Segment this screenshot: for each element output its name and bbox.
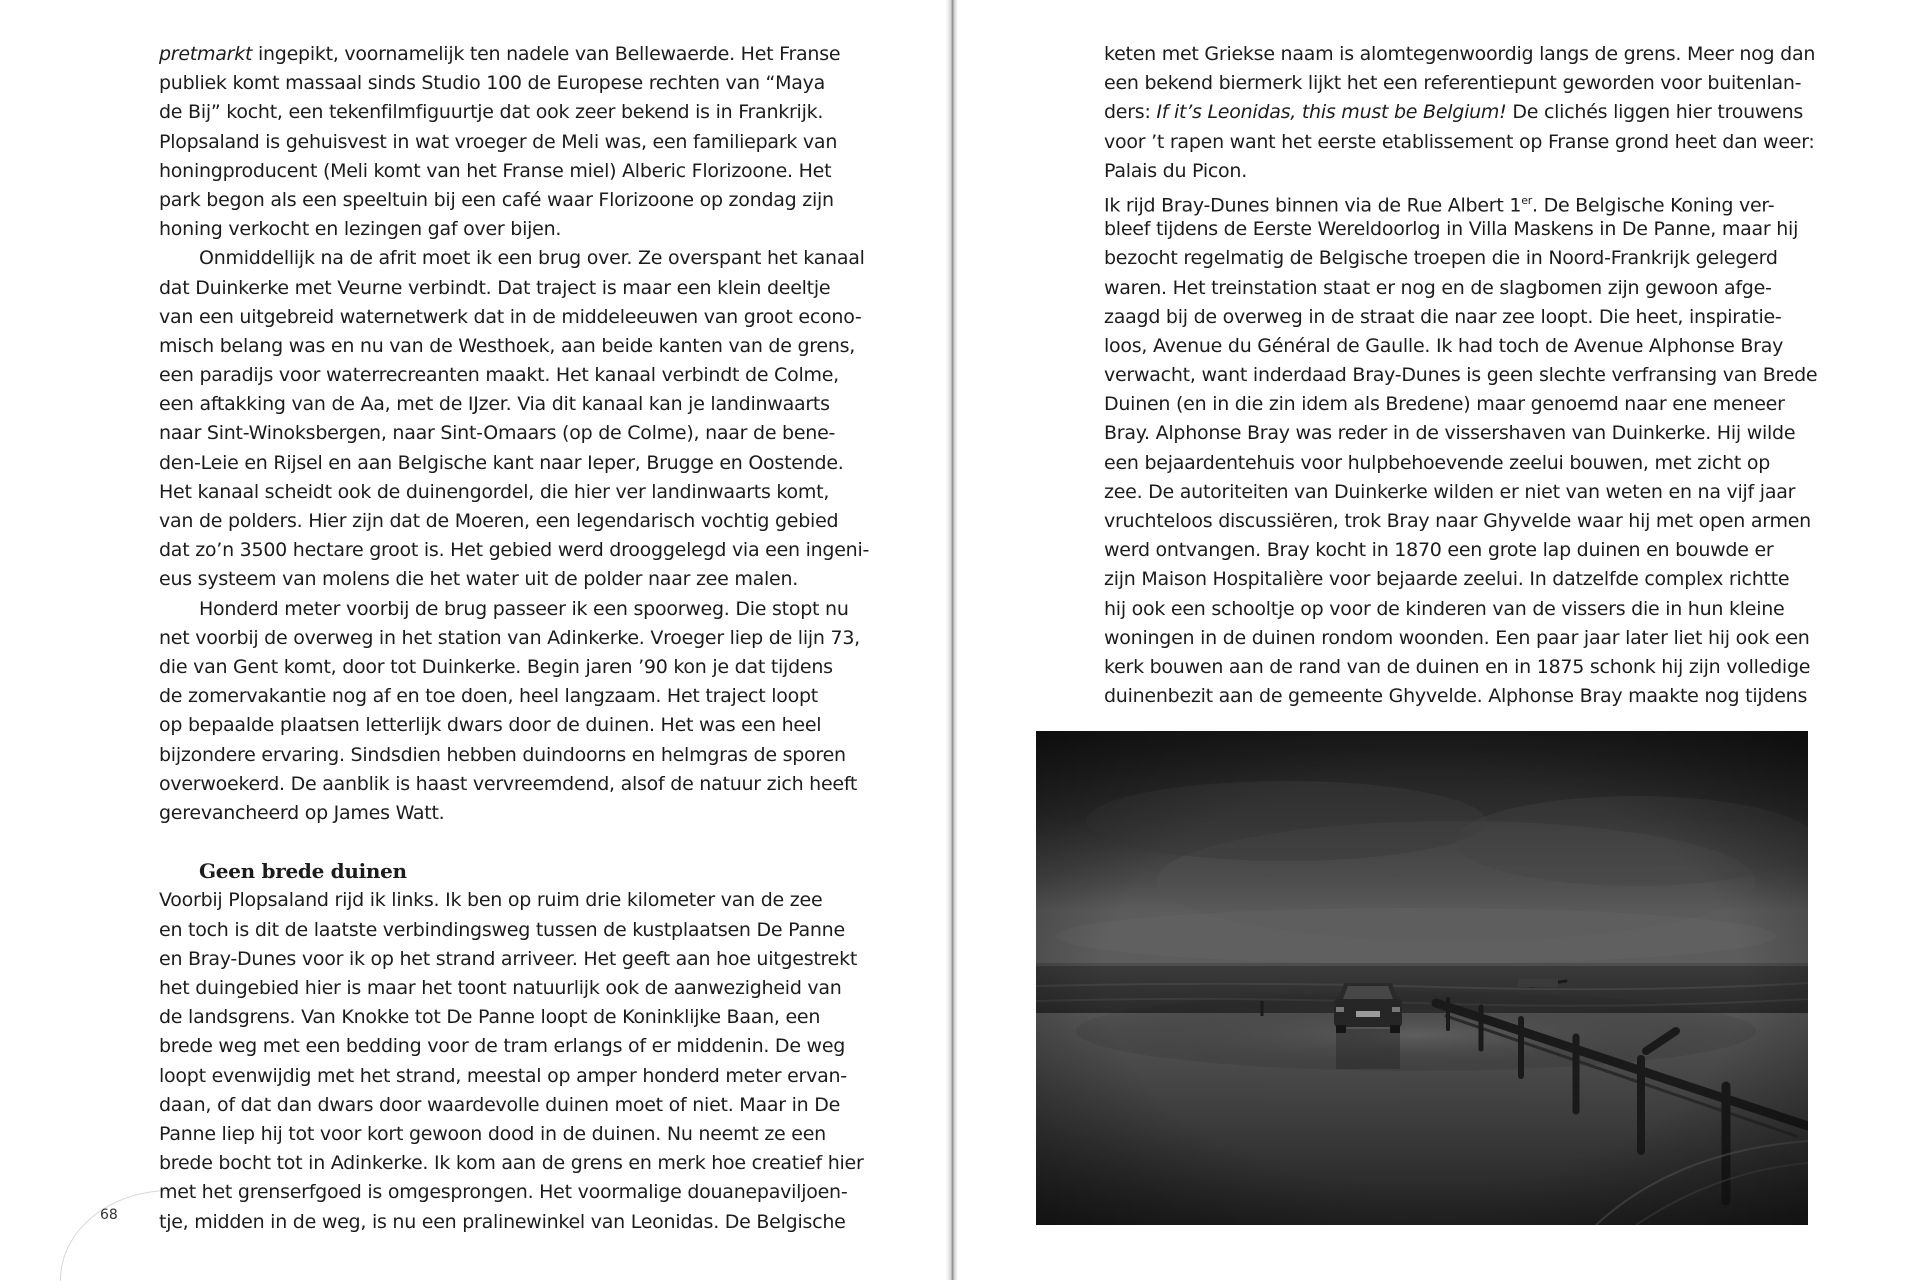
beach-photo-image xyxy=(1036,731,1808,1225)
text-line: brede weg met een bedding voor de tram erlangs of er middenin. De weg xyxy=(159,1035,846,1058)
text-line: de Bij” kocht, een tekenfilmfiguurtje dat ook zeer bekend is in Frankrijk. xyxy=(159,101,824,124)
text-line: op bepaalde plaatsen letterlijk dwars door de duinen. Het was een heel xyxy=(159,714,822,737)
text-line: bijzondere ervaring. Sindsdien hebben duindoorns en helmgras de sporen xyxy=(159,743,846,766)
left-page-text xyxy=(159,40,870,1237)
text-line: gerevancheerd op James Watt. xyxy=(159,801,445,824)
text-line: die van Gent komt, door tot Duinkerke. Begin jaren ’90 kon je dat tijdens xyxy=(159,655,833,678)
text-line: verwacht, want inderdaad Bray-Dunes is geen slechte verfransing van Brede xyxy=(1104,364,1818,387)
section-gap xyxy=(159,828,859,857)
text-line: publiek komt massaal sinds Studio 100 de Europese rechten van “Maya xyxy=(159,72,826,95)
text-line: bleef tijdens de Eerste Wereldoorlog in Villa Maskens in De Panne, maar hij xyxy=(1104,218,1799,241)
text-line: Voorbij Plopsaland rijd ik links. Ik ben op ruim drie kilometer van de zee xyxy=(159,889,823,912)
text-line: Ik rijd Bray-Dunes binnen via de Rue Albert 1er. De Belgische Koning ver- xyxy=(1104,193,1775,217)
text-line: bezocht regelmatig de Belgische troepen die in Noord-Frankrijk gelegerd xyxy=(1104,247,1778,270)
text-line: Panne liep hij tot voor kort gewoon dood in de duinen. Nu neemt ze een xyxy=(159,1122,826,1145)
text-line: loos, Avenue du Général de Gaulle. Ik had toch de Avenue Alphonse Bray xyxy=(1104,334,1784,357)
text-line: het duingebied hier is maar het toont natuurlijk ook de aanwezigheid van xyxy=(159,977,842,999)
text-line: tje, midden in de weg, is nu een pralinewinkel van Leonidas. De Belgische xyxy=(159,1210,846,1233)
text-line: park begon als een speeltuin bij een café waar Florizoone op zondag zijn xyxy=(159,188,834,211)
page-curl xyxy=(60,1190,171,1281)
text-line: de landsgrens. Van Knokke tot De Panne loopt de Koninklijke Baan, een xyxy=(159,1006,821,1029)
text-line: met het grenserfgoed is omgesprongen. Het voormalige douanepaviljoen- xyxy=(159,1181,848,1204)
text-line: Honderd meter voorbij de brug passeer ik een spoorweg. Die stopt nu xyxy=(199,597,849,620)
text-line: keten met Griekse naam is alomtegenwoordig langs de grens. Meer nog dan xyxy=(1104,43,1816,65)
text-line: een bejaardentehuis voor hulpbehoevende zeelui bouwen, met zicht op xyxy=(1104,451,1771,474)
text-line: dat Duinkerke met Veurne verbindt. Dat traject is maar een klein deeltje xyxy=(159,276,831,299)
text-line: van een uitgebreid waternetwerk dat in de middeleeuwen van groot econo- xyxy=(159,305,862,328)
text-line: Palais du Picon. xyxy=(1104,159,1247,182)
page-number: 68 xyxy=(100,1207,118,1223)
text-line: voor ’t rapen want het eerste etablissement op Franse grond heet dan weer: xyxy=(1104,130,1815,153)
text-line: misch belang was en nu van de Westhoek, aan beide kanten van de grens, xyxy=(159,334,856,357)
text-line: werd ontvangen. Bray kocht in 1870 een grote lap duinen en bouwde er xyxy=(1104,539,1774,562)
text-line: den-Leie en Rijsel en aan Belgische kant naar Ieper, Brugge en Oostende. xyxy=(159,451,844,474)
text-line: Onmiddellijk na de afrit moet ik een brug over. Ze overspant het kanaal xyxy=(199,247,865,270)
right-page-text xyxy=(1104,40,1818,711)
text-line: zijn Maison Hospitalière voor bejaarde zeelui. In datzelfde complex richtte xyxy=(1104,568,1790,591)
text-line: een bekend biermerk lijkt het een referentiepunt geworden voor buitenlan- xyxy=(1104,72,1802,95)
text-line: een aftakking van de Aa, met de IJzer. Via dit kanaal kan je landinwaarts xyxy=(159,393,830,416)
text-line: de zomervakantie nog af en toe doen, heel langzaam. Het traject loopt xyxy=(159,685,818,708)
text-line: Het kanaal scheidt ook de duinengordel, die hier ver landinwaarts komt, xyxy=(159,480,830,503)
text-line: daan, of dat dan dwars door waardevolle duinen moet of niet. Maar in De xyxy=(159,1093,841,1116)
beach-photo xyxy=(1036,731,1808,1225)
text-line: dat zo’n 3500 hectare groot is. Het gebied werd drooggelegd via een ingeni- xyxy=(159,539,870,562)
text-line: pretmarkt ingepikt, voornamelijk ten nadele van Bellewaerde. Het Franse xyxy=(159,43,841,65)
text-line: en Bray-Dunes voor ik op het strand arriveer. Het geeft aan hoe uitgestrekt xyxy=(159,947,858,970)
text-line: ders: If it’s Leonidas, this must be Belgium! De clichés liggen hier trouwens xyxy=(1104,101,1804,124)
text-line: naar Sint-Winoksbergen, naar Sint-Omaars (op de Colme), naar de bene- xyxy=(159,422,836,445)
text-line: waren. Het treinstation staat er nog en de slagbomen zijn gewoon afge- xyxy=(1104,276,1772,299)
text-line: hij ook een schooltje op voor de kinderen van de vissers die in hun kleine xyxy=(1104,597,1785,620)
text-line: kerk bouwen aan de rand van de duinen en in 1875 schonk hij zijn volledige xyxy=(1104,655,1811,678)
text-line: honing verkocht en lezingen gaf over bijen. xyxy=(159,218,562,241)
text-line: van de polders. Hier zijn dat de Moeren, een legendarisch vochtig gebied xyxy=(159,510,839,532)
text-line: Plopsaland is gehuisvest in wat vroeger de Meli was, een familiepark van xyxy=(159,130,838,153)
text-line: en toch is dit de laatste verbindingsweg tussen de kustplaatsen De Panne xyxy=(159,918,845,941)
text-line: duinenbezit aan de gemeente Ghyvelde. Alphonse Bray maakte nog tijdens xyxy=(1104,685,1808,708)
text-line: loopt evenwijdig met het strand, meestal op amper honderd meter ervan- xyxy=(159,1064,847,1087)
book-gutter xyxy=(946,0,958,1280)
section-heading: Geen brede duinen xyxy=(199,859,407,884)
text-line: brede bocht tot in Adinkerke. Ik kom aan de grens en merk hoe creatief hier xyxy=(159,1152,864,1175)
text-line: vruchteloos discussiëren, trok Bray naar Ghyvelde waar hij met open armen xyxy=(1104,510,1811,532)
text-line: een paradijs voor waterrecreanten maakt. Het kanaal verbindt de Colme, xyxy=(159,364,839,387)
text-line: Bray. Alphonse Bray was reder in de vissershaven van Duinkerke. Hij wilde xyxy=(1104,422,1796,445)
text-line: net voorbij de overweg in het station van Adinkerke. Vroeger liep de lijn 73, xyxy=(159,626,860,649)
text-line: overwoekerd. De aanblik is haast vervreemdend, alsof de natuur zich heeft xyxy=(159,772,858,795)
text-line: eus systeem van molens die het water uit de polder naar zee malen. xyxy=(159,568,799,591)
text-line: zee. De autoriteiten van Duinkerke wilden er niet van weten en na vijf jaar xyxy=(1104,480,1796,503)
text-line: honingproducent (Meli komt van het Franse miel) Alberic Florizoone. Het xyxy=(159,159,832,182)
text-line: Duinen (en in die zin idem als Bredene) maar genoemd naar ene meneer xyxy=(1104,393,1785,416)
text-line: woningen in de duinen rondom woonden. Een paar jaar later liet hij ook een xyxy=(1104,626,1810,649)
text-line: zaagd bij de overweg in de straat die naar zee loopt. Die heet, inspiratie- xyxy=(1104,305,1782,328)
